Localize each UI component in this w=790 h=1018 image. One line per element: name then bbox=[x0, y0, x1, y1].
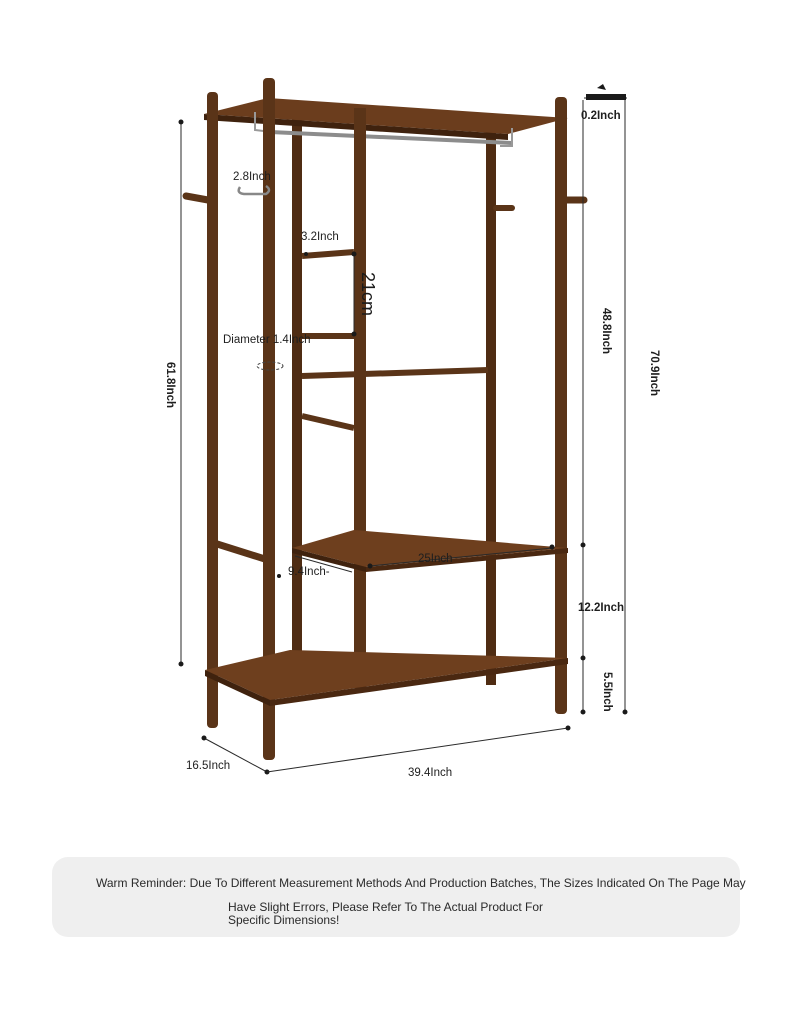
rung-spacing-label: 21cm bbox=[358, 272, 378, 317]
bottom-clearance-label: 5.5Inch bbox=[601, 672, 613, 712]
front-left-outer-post bbox=[207, 92, 218, 728]
center-post bbox=[354, 108, 366, 688]
ladder-rung-4 bbox=[302, 416, 354, 428]
rung-length-label: 3.2Inch bbox=[301, 231, 339, 243]
ladder-rung-3 bbox=[302, 370, 488, 376]
shelf-width-label: 25Inch bbox=[418, 553, 453, 565]
ladder-rung-1 bbox=[302, 252, 354, 256]
shelf-gap-label: 12.2Inch bbox=[578, 602, 625, 614]
reminder-line-2: Have Slight Errors, Please Refer To The Actual Product For bbox=[228, 900, 544, 914]
reminder-box bbox=[52, 857, 740, 937]
upper-height-label: 48.8Inch bbox=[600, 308, 612, 355]
depth-label: 16.5Inch bbox=[186, 760, 231, 772]
width-label: 39.4Inch bbox=[408, 767, 453, 779]
reminder-line-3: Specific Dimensions! bbox=[228, 913, 340, 927]
left-hook bbox=[186, 196, 208, 200]
bottom-shelf bbox=[205, 650, 568, 700]
top-thickness-label: 0.2Inch bbox=[581, 110, 621, 122]
left-height-label: 61.8Inch bbox=[164, 362, 176, 409]
total-height-label: 70.9Inch bbox=[648, 350, 660, 397]
diameter-label: Diameter 1.4Inch bbox=[223, 334, 311, 346]
front-right-post bbox=[555, 97, 567, 714]
shelf-depth-label: 9.4Inch- bbox=[288, 566, 330, 578]
back-right-post bbox=[486, 120, 496, 685]
side-rail-left bbox=[214, 543, 268, 560]
reminder-line-1: Warm Reminder: Due To Different Measurement Methods And Production Batches, The Sizes Indicated On The Page May bbox=[96, 876, 746, 890]
hook-length-label: 2.8Inch bbox=[233, 171, 271, 183]
back-left-post bbox=[292, 110, 302, 690]
